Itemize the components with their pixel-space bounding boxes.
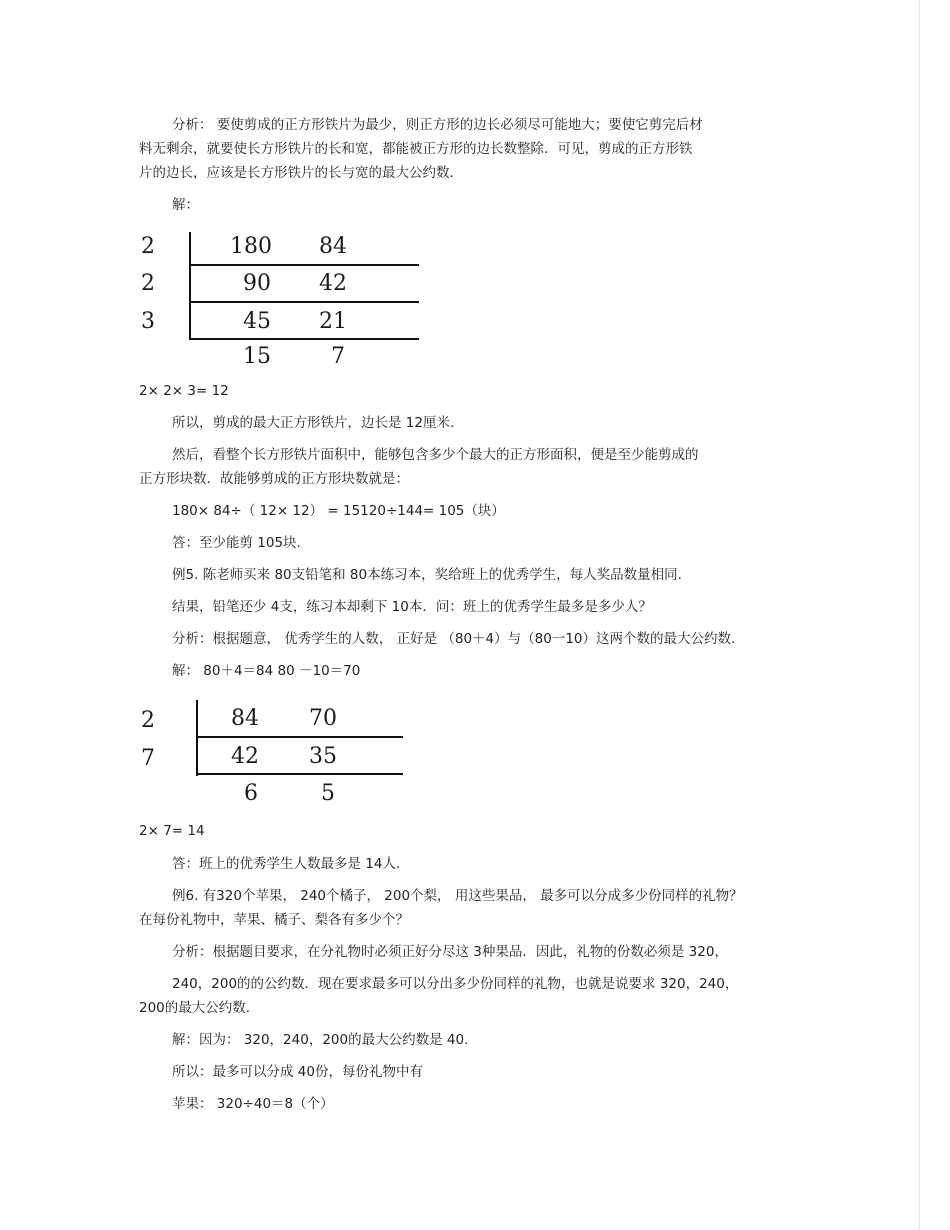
divisor: 7 xyxy=(141,746,155,771)
divisor: 2 xyxy=(141,234,155,259)
dividend: 70 xyxy=(309,706,337,731)
division-rule xyxy=(196,736,403,738)
example-6-analysis-1: 分析：根据题目要求，在分礼物时必须正好分尽这 3种果品．因此，礼物的份数必须是 320， xyxy=(172,944,728,960)
quotient: 90 xyxy=(243,271,271,296)
dividend: 180 xyxy=(230,234,272,259)
quotient: 35 xyxy=(309,744,337,769)
division-rule xyxy=(189,264,419,266)
dividend: 84 xyxy=(231,706,259,731)
quotient: 45 xyxy=(243,309,271,334)
answer-1: 答：至少能剪 105块. xyxy=(172,535,301,551)
then-line-2: 正方形块数．故能够剪成的正方形块数就是： xyxy=(139,471,409,487)
example-6-analysis-3: 200的最大公约数. xyxy=(139,1000,251,1016)
page-edge-divider xyxy=(919,0,920,1230)
calculation-1: 180× 84÷（ 12× 12） = 15120÷144= 105（块） xyxy=(172,503,505,519)
quotient: 42 xyxy=(319,271,347,296)
example-6-so: 所以：最多可以分成 40份，每份礼物中有 xyxy=(172,1064,423,1080)
final-quotient: 7 xyxy=(331,344,345,369)
final-quotient: 15 xyxy=(243,344,271,369)
product-line-1: 2× 2× 3= 12 xyxy=(139,383,229,399)
example-5-analysis: 分析：根据题意， 优秀学生的人数， 正好是 （80＋4）与（80一10）这两个数的最大公约数. xyxy=(172,631,736,647)
product-line-2: 2× 7= 14 xyxy=(139,823,205,839)
example-6-apple: 苹果： 320÷40＝8（个） xyxy=(172,1096,334,1112)
quotient: 21 xyxy=(319,309,347,334)
division-vertical-bar xyxy=(189,232,191,340)
division-rule xyxy=(189,301,419,303)
divisor: 3 xyxy=(141,309,155,334)
example-6-analysis-2: 240，200的的公约数．现在要求最多可以分出多少份同样的礼物，也就是说要求 320，240， xyxy=(172,976,739,992)
answer-2: 答：班上的优秀学生人数最多是 14人. xyxy=(172,856,401,872)
final-quotient: 5 xyxy=(321,781,335,806)
final-quotient: 6 xyxy=(244,781,258,806)
dividend: 84 xyxy=(319,234,347,259)
example-6-solve: 解：因为： 320，240，200的最大公约数是 40. xyxy=(172,1032,469,1048)
divisor: 2 xyxy=(141,708,155,733)
conclusion-1: 所以，剪成的最大正方形铁片，边长是 12厘米. xyxy=(172,415,455,431)
example-5-line-1: 例5. 陈老师买来 80支铅笔和 80本练习本，奖给班上的优秀学生，每人奖品数量相同. xyxy=(172,567,682,583)
analysis-line-1: 分析： 要使剪成的正方形铁片为最少，则正方形的边长必须尽可能地大；要使它剪完后材 xyxy=(172,117,703,133)
divisor: 2 xyxy=(141,271,155,296)
quotient: 42 xyxy=(231,744,259,769)
example-5-line-2: 结果，铅笔还少 4支，练习本却剩下 10本．问：班上的优秀学生最多是多少人？ xyxy=(172,599,652,615)
example-5-solve: 解： 80＋4＝84 80 －10＝70 xyxy=(172,663,361,679)
division-rule xyxy=(189,338,419,340)
analysis-line-3: 片的边长，应该是长方形铁片的长与宽的最大公约数. xyxy=(139,165,454,181)
then-line-1: 然后，看整个长方形铁片面积中，能够包含多少个最大的正方形面积，便是至少能剪成的 xyxy=(172,447,699,463)
division-vertical-bar xyxy=(196,700,198,776)
example-6-line-2: 在每份礼物中，苹果、橘子、梨各有多少个？ xyxy=(139,912,409,928)
example-6-line-1: 例6. 有320个苹果， 240个橘子， 200个梨， 用这些果品， 最多可以分成多少份同样的礼物？ xyxy=(172,888,743,904)
analysis-line-2: 料无剩余，就要使长方形铁片的长和宽，都能被正方形的边长数整除．可见，剪成的正方形铁 xyxy=(139,141,693,157)
solve-label: 解： xyxy=(172,197,199,213)
division-rule xyxy=(196,773,403,775)
